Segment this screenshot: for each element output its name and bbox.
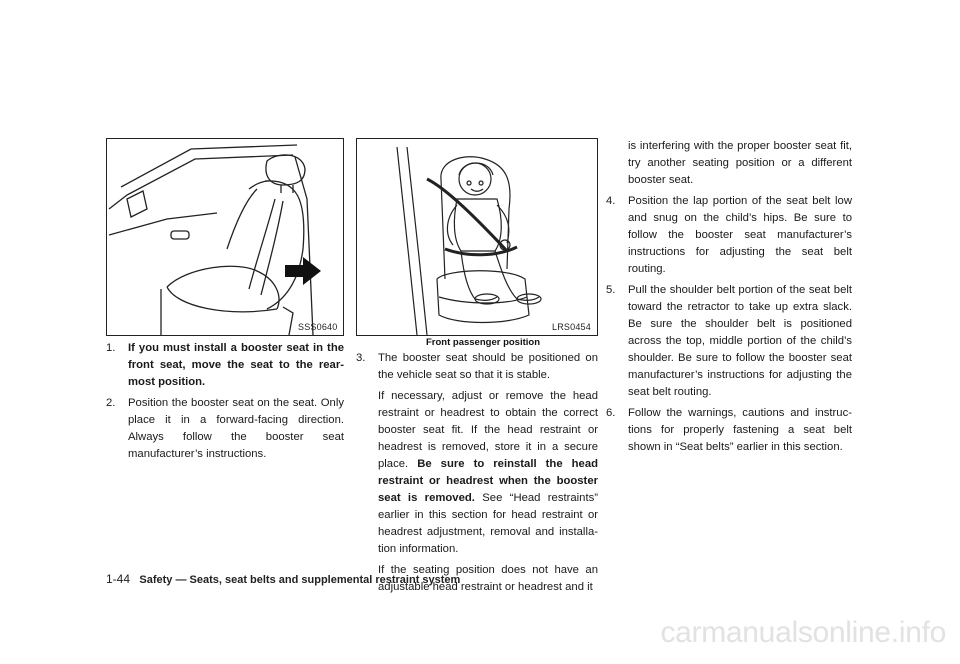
item-text: Position the lap portion of the seat belt low and snug on the child’s hips. Be sure to follow the booster seat manufacturer’s instructions for adjusting the seat belt routing. <box>628 195 852 275</box>
column-1 <box>106 340 344 467</box>
seat-illustration <box>107 139 343 335</box>
watermark: carmanualsonline.info <box>660 616 946 649</box>
list-item <box>606 405 852 456</box>
figure-seat-rear-position <box>106 138 344 336</box>
item-number: 5. <box>606 284 616 296</box>
item-text: Pull the shoulder belt portion of the seat belt toward the retractor to take up extra slack. Be sure the shoulder belt is positioned across the top, middle portion of the child’s shoulder. Be sure to follow the booster seat manufacturer’s instructions for adjusting the seat belt routing. <box>628 284 852 398</box>
figure-code: LRS0454 <box>552 322 591 332</box>
figure-caption: Front passenger position <box>426 337 541 348</box>
paragraph-text: See “Head restraints” earlier in this section for head restraint or headrest adjustment, removal and installa-tion information. <box>378 492 598 555</box>
booster-seat-illustration <box>357 139 597 335</box>
figure-booster-seat-child <box>356 138 598 336</box>
section-title: Safety — Seats, seat belts and supplemental restraint system <box>139 574 461 586</box>
list-item <box>356 350 598 596</box>
page-footer <box>106 572 460 586</box>
item-text-bold: If you must install a booster seat in the front seat, move the seat to the rear-most position. <box>128 342 344 388</box>
continued-text: is interfering with the proper booster seat fit, try another seating position or a different booster seat. <box>628 140 852 186</box>
item-number: 1. <box>106 342 116 354</box>
list-item <box>106 395 344 463</box>
item-text: Position the booster seat on the seat. Only place it in a forward-facing direction. Always follow the booster seat manufacturer’s instructions. <box>128 397 344 460</box>
list-item <box>606 282 852 401</box>
item-number: 2. <box>106 397 116 409</box>
figure-code: SSS0640 <box>298 322 338 332</box>
item-number: 3. <box>356 352 366 364</box>
list-item <box>106 340 344 391</box>
item-paragraph <box>378 388 598 558</box>
item-number: 6. <box>606 407 616 419</box>
column-2 <box>356 350 598 600</box>
item-text: Follow the warnings, cautions and instruc-tions for properly fastening a seat belt shown in “Seat belts” earlier in this section. <box>628 407 852 453</box>
list-item <box>606 193 852 278</box>
item-paragraph: If the seating position does not have an adjustable head restraint or headrest and it <box>378 564 598 593</box>
paragraph-text: If necessary, adjust or remove the head restraint or headrest to obtain the correct booster seat fit. If the head restraint or headrest is removed, store it in a secure place. <box>378 390 598 470</box>
column-3 <box>606 138 852 460</box>
item-text: The booster seat should be positioned on the vehicle seat so that it is stable. <box>378 352 598 381</box>
paragraph-bold: Be sure to reinstall the head restraint or headrest when the booster seat is removed. <box>378 458 599 504</box>
page-number: 1-44 <box>106 572 131 586</box>
item-number: 4. <box>606 195 616 207</box>
